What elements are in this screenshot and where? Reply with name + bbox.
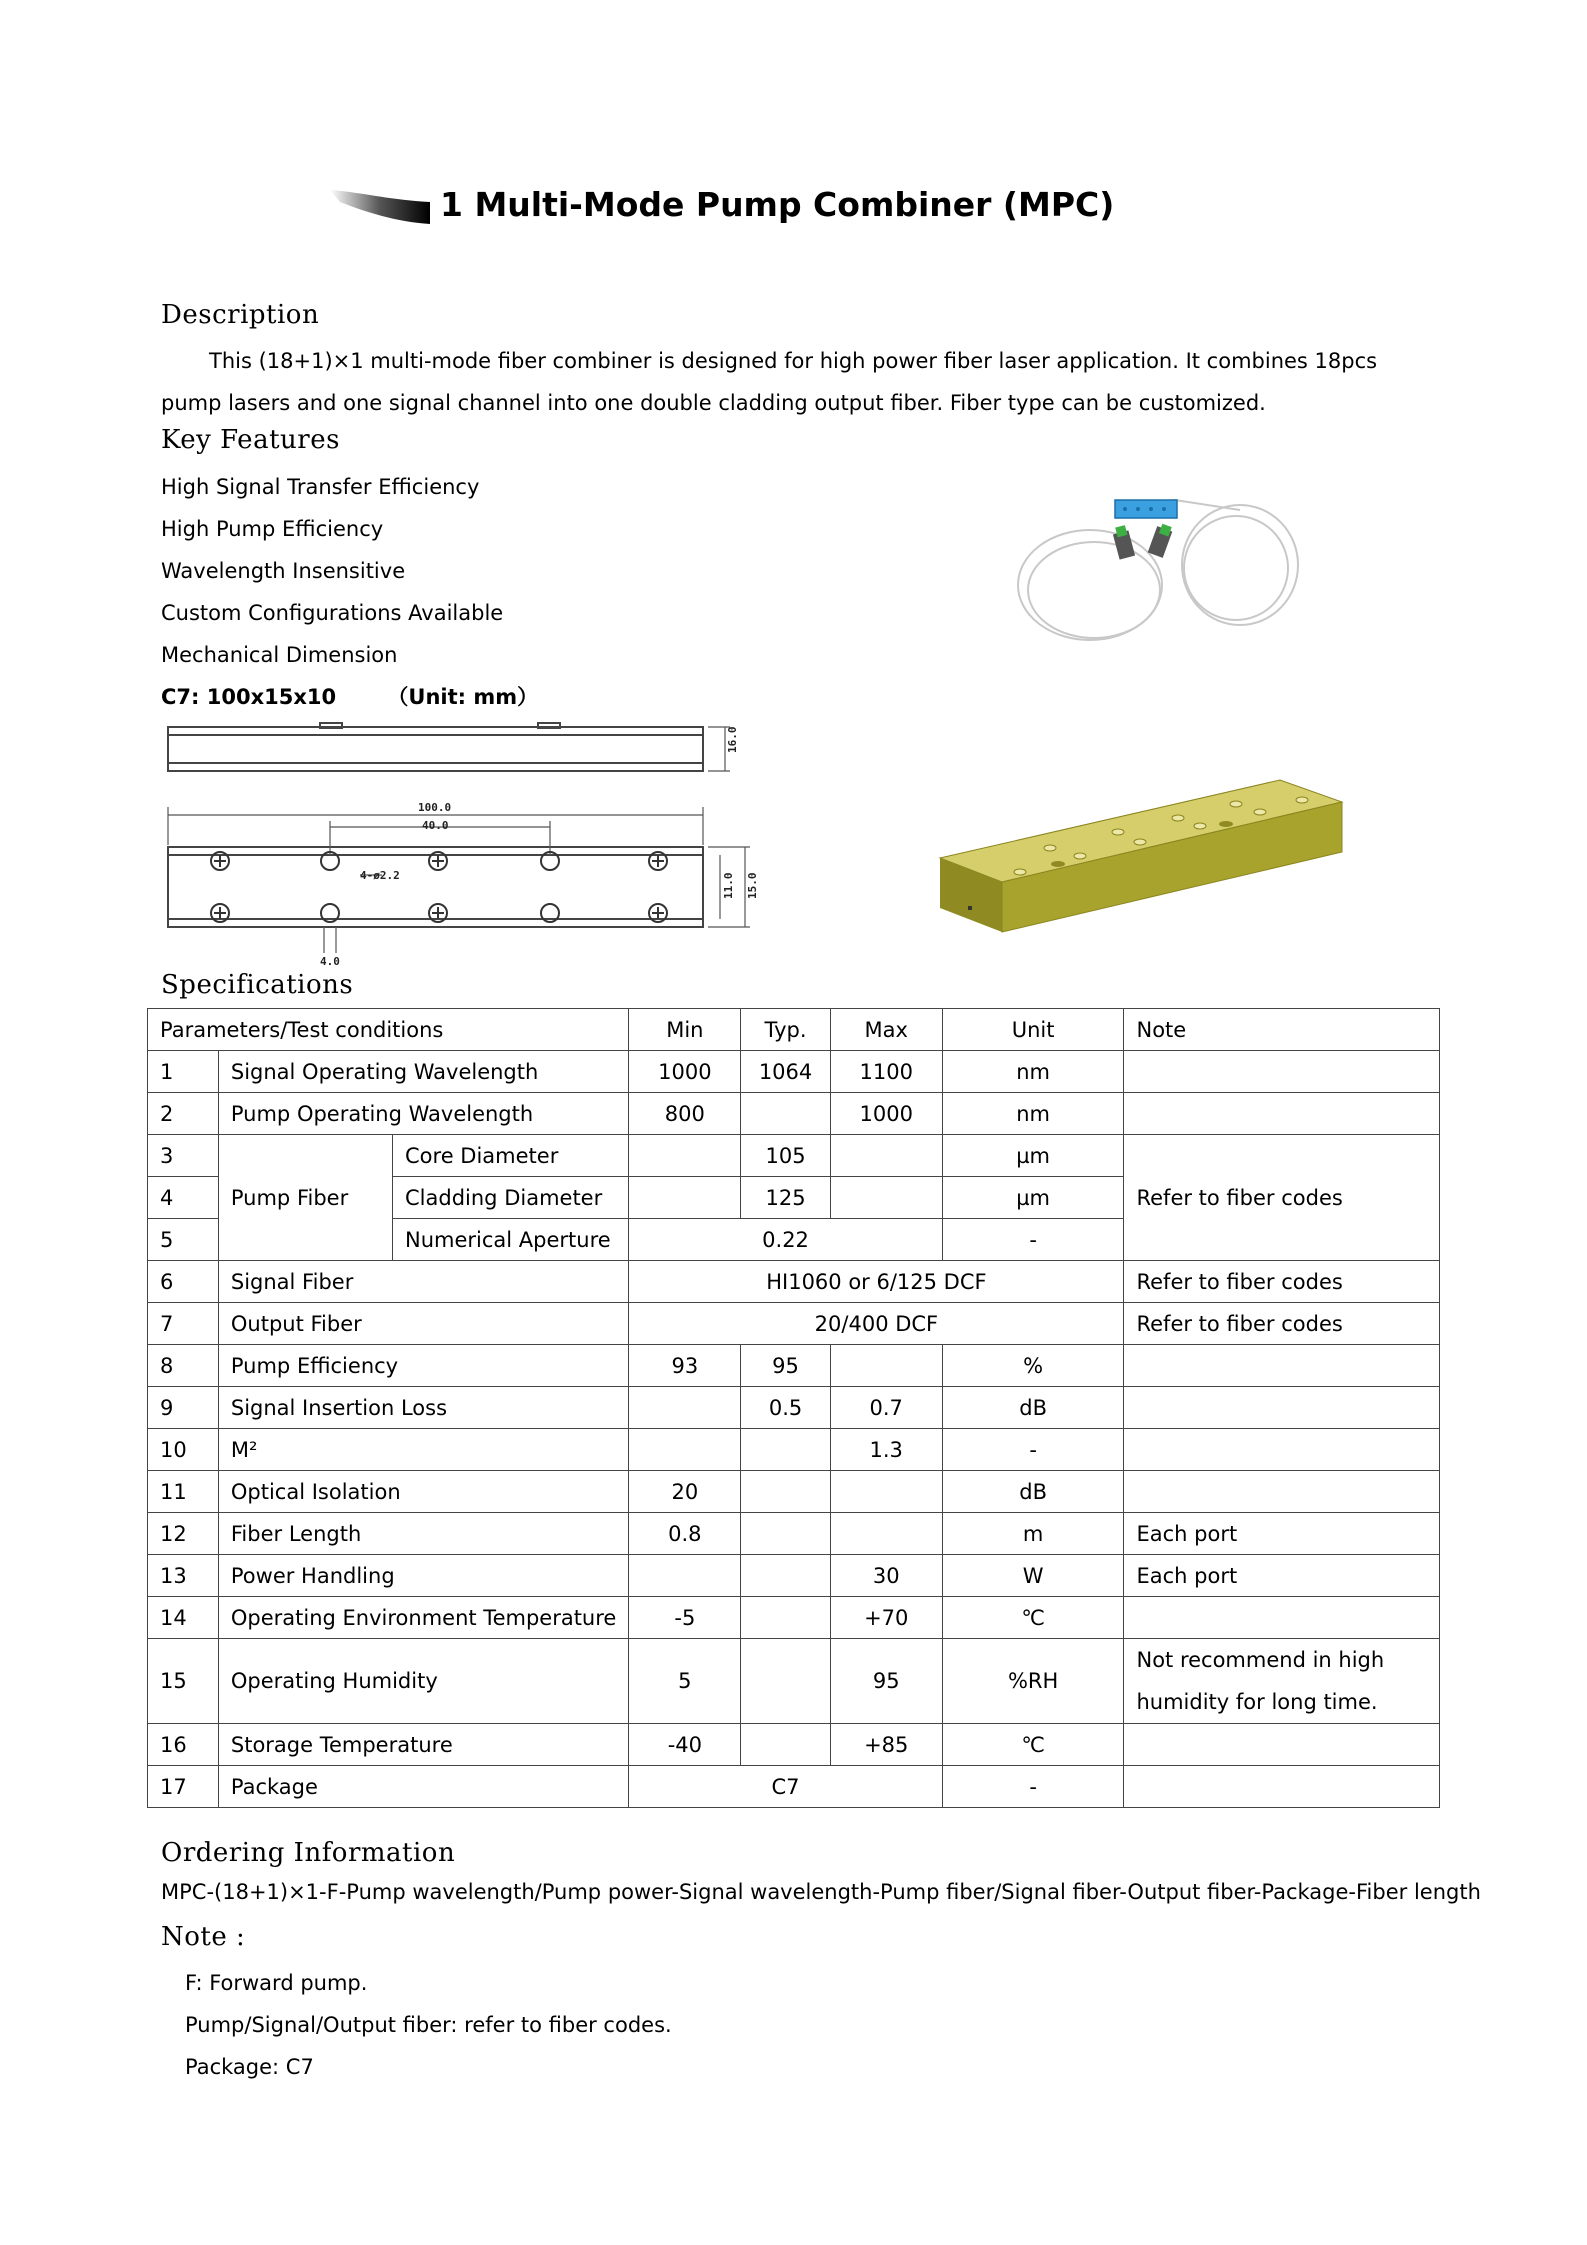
row-number: 5 [148, 1219, 219, 1261]
combiner-photo [1010, 480, 1310, 660]
description-line-1: This (18+1)×1 multi-mode fiber combiner is designed for high power fiber laser application. It combines 18pcs [209, 349, 1378, 373]
row-note [1124, 1429, 1440, 1471]
row-note: Refer to fiber codes [1124, 1261, 1440, 1303]
row-note [1124, 1093, 1440, 1135]
row-typ [741, 1555, 830, 1597]
table-row [148, 1639, 1440, 1724]
table-row [148, 1471, 1440, 1513]
row-param: Fiber Length [218, 1513, 628, 1555]
dim-11: 11.0 [722, 872, 735, 899]
row-typ [741, 1597, 830, 1639]
row-value: 20/400 DCF [629, 1303, 1124, 1345]
row-number: 7 [148, 1303, 219, 1345]
row-min: 1000 [629, 1051, 741, 1093]
row-min [629, 1387, 741, 1429]
feature-item: High Pump Efficiency [161, 517, 384, 541]
row-number: 13 [148, 1555, 219, 1597]
row-unit: µm [942, 1135, 1124, 1177]
package-unit: （Unit: mm） [387, 685, 539, 709]
row-note-line: Not recommend in high [1136, 1648, 1385, 1672]
row-number: 9 [148, 1387, 219, 1429]
description-text [161, 340, 1411, 424]
mechanical-drawing [160, 715, 780, 965]
connector-left [1113, 525, 1135, 560]
row-min: 93 [629, 1345, 741, 1387]
row-param: Package [218, 1766, 628, 1808]
table-row [148, 1093, 1440, 1135]
row-unit: %RH [942, 1639, 1124, 1724]
description-heading: Description [161, 300, 320, 330]
row-note [1124, 1387, 1440, 1429]
key-features-heading: Key Features [161, 425, 340, 455]
row-max: 95 [830, 1639, 942, 1724]
row-param: Signal Operating Wavelength [218, 1051, 628, 1093]
row-typ [741, 1639, 830, 1724]
row-min: -40 [629, 1724, 741, 1766]
row-param: Pump Efficiency [218, 1345, 628, 1387]
title-swoosh-graphic [330, 182, 430, 237]
row-number: 4 [148, 1177, 219, 1219]
row-max: 1.3 [830, 1429, 942, 1471]
package-3d-render [930, 760, 1350, 940]
row-param: Output Fiber [218, 1303, 628, 1345]
dim-15: 15.0 [746, 872, 759, 899]
row-number: 3 [148, 1135, 219, 1177]
ordering-heading: Ordering Information [161, 1838, 456, 1868]
table-row [148, 1261, 1440, 1303]
row-unit: - [942, 1429, 1124, 1471]
connector-right [1148, 524, 1173, 558]
package-dimension-line [161, 676, 538, 718]
row-param: Operating Humidity [218, 1639, 628, 1724]
row-unit: ℃ [942, 1597, 1124, 1639]
row-unit: - [942, 1766, 1124, 1808]
row-typ: 1064 [741, 1051, 830, 1093]
pump-fiber-label: Pump Fiber [218, 1135, 392, 1261]
table-row [148, 1555, 1440, 1597]
ordering-code: MPC-(18+1)×1-F-Pump wavelength/Pump power-Signal wavelength-Pump fiber/Signal fiber-Output fiber-Package-Fiber length [161, 1880, 1481, 1904]
row-max [830, 1345, 942, 1387]
dim-4: 4.0 [320, 955, 340, 965]
key-features-list [161, 466, 538, 718]
row-unit: ℃ [942, 1724, 1124, 1766]
header-param: Parameters/Test conditions [148, 1009, 629, 1051]
row-param: Signal Fiber [218, 1261, 628, 1303]
row-number: 1 [148, 1051, 219, 1093]
table-row [148, 1051, 1440, 1093]
note-item: Pump/Signal/Output fiber: refer to fiber codes. [185, 2013, 672, 2037]
table-row [148, 1345, 1440, 1387]
header-note: Note [1124, 1009, 1440, 1051]
table-row [148, 1597, 1440, 1639]
row-unit: - [942, 1219, 1124, 1261]
row-typ: 105 [741, 1135, 830, 1177]
row-param: Storage Temperature [218, 1724, 628, 1766]
row-note: Each port [1124, 1513, 1440, 1555]
row-param: Signal Insertion Loss [218, 1387, 628, 1429]
row-note-line: humidity for long time. [1136, 1690, 1378, 1714]
table-row [148, 1303, 1440, 1345]
row-note [1124, 1766, 1440, 1808]
row-min [629, 1429, 741, 1471]
header-unit: Unit [942, 1009, 1124, 1051]
table-header-row [148, 1009, 1440, 1051]
row-unit: m [942, 1513, 1124, 1555]
row-typ [741, 1429, 830, 1471]
table-row [148, 1387, 1440, 1429]
feature-item: Mechanical Dimension [161, 643, 398, 667]
row-sub-param: Numerical Aperture [393, 1219, 629, 1261]
note-list [185, 1962, 672, 2088]
table-row [148, 1135, 1440, 1177]
row-unit: nm [942, 1051, 1124, 1093]
feature-item: Custom Configurations Available [161, 601, 504, 625]
row-max [830, 1135, 942, 1177]
feature-item: High Signal Transfer Efficiency [161, 475, 480, 499]
row-max [830, 1513, 942, 1555]
row-sub-param: Core Diameter [393, 1135, 629, 1177]
row-typ: 95 [741, 1345, 830, 1387]
row-param: Pump Operating Wavelength [218, 1093, 628, 1135]
row-unit: % [942, 1345, 1124, 1387]
row-unit: dB [942, 1471, 1124, 1513]
row-number: 2 [148, 1093, 219, 1135]
row-unit: µm [942, 1177, 1124, 1219]
row-param: Optical Isolation [218, 1471, 628, 1513]
row-sub-param: Cladding Diameter [393, 1177, 629, 1219]
row-unit: dB [942, 1387, 1124, 1429]
row-max: 0.7 [830, 1387, 942, 1429]
row-number: 11 [148, 1471, 219, 1513]
row-number: 6 [148, 1261, 219, 1303]
header-typ: Typ. [741, 1009, 830, 1051]
row-note [1124, 1597, 1440, 1639]
row-param: Power Handling [218, 1555, 628, 1597]
note-item: F: Forward pump. [185, 1971, 368, 1995]
specifications-heading: Specifications [161, 970, 354, 1000]
table-row [148, 1766, 1440, 1808]
row-min [629, 1555, 741, 1597]
table-row [148, 1724, 1440, 1766]
note-heading: Note : [161, 1922, 246, 1952]
row-max: +70 [830, 1597, 942, 1639]
row-typ [741, 1724, 830, 1766]
row-note [1124, 1471, 1440, 1513]
row-unit: W [942, 1555, 1124, 1597]
dim-16: 16.0 [726, 726, 739, 753]
dim-100: 100.0 [418, 801, 452, 814]
row-max: 1000 [830, 1093, 942, 1135]
row-number: 8 [148, 1345, 219, 1387]
dim-40: 40.0 [422, 819, 449, 832]
row-note [1124, 1345, 1440, 1387]
package-dimension: C7: 100x15x10 [161, 685, 337, 709]
row-note [1124, 1724, 1440, 1766]
header-min: Min [629, 1009, 741, 1051]
row-number: 12 [148, 1513, 219, 1555]
row-typ: 0.5 [741, 1387, 830, 1429]
row-number: 14 [148, 1597, 219, 1639]
row-number: 16 [148, 1724, 219, 1766]
row-note: Each port [1124, 1555, 1440, 1597]
row-value: HI1060 or 6/125 DCF [629, 1261, 1124, 1303]
specifications-table [147, 1008, 1440, 1808]
row-min [629, 1135, 741, 1177]
page-title: 1 Multi-Mode Pump Combiner (MPC) [440, 185, 1115, 224]
row-max: 1100 [830, 1051, 942, 1093]
description-line-2: pump lasers and one signal channel into one double cladding output fiber. Fiber type can be customized. [161, 391, 1266, 415]
row-typ [741, 1513, 830, 1555]
row-typ: 125 [741, 1177, 830, 1219]
row-max [830, 1177, 942, 1219]
row-note [1124, 1639, 1440, 1724]
row-value: C7 [629, 1766, 942, 1808]
row-max [830, 1471, 942, 1513]
row-min: 20 [629, 1471, 741, 1513]
row-number: 10 [148, 1429, 219, 1471]
row-min: 0.8 [629, 1513, 741, 1555]
row-note: Refer to fiber codes [1124, 1303, 1440, 1345]
row-param: M² [218, 1429, 628, 1471]
row-value: 0.22 [629, 1219, 942, 1261]
row-min [629, 1177, 741, 1219]
row-number: 17 [148, 1766, 219, 1808]
dim-hole: 4-ø2.2 [360, 869, 400, 882]
row-max: 30 [830, 1555, 942, 1597]
row-typ [741, 1471, 830, 1513]
table-row [148, 1429, 1440, 1471]
row-param: Operating Environment Temperature [218, 1597, 628, 1639]
header-max: Max [830, 1009, 942, 1051]
row-unit: nm [942, 1093, 1124, 1135]
table-row [148, 1513, 1440, 1555]
row-min: -5 [629, 1597, 741, 1639]
note-item: Package: C7 [185, 2055, 314, 2079]
row-max: +85 [830, 1724, 942, 1766]
row-note [1124, 1051, 1440, 1093]
pump-fiber-note: Refer to fiber codes [1124, 1135, 1440, 1261]
row-typ [741, 1093, 830, 1135]
row-min: 5 [629, 1639, 741, 1724]
row-min: 800 [629, 1093, 741, 1135]
row-number: 15 [148, 1639, 219, 1724]
feature-item: Wavelength Insensitive [161, 559, 406, 583]
